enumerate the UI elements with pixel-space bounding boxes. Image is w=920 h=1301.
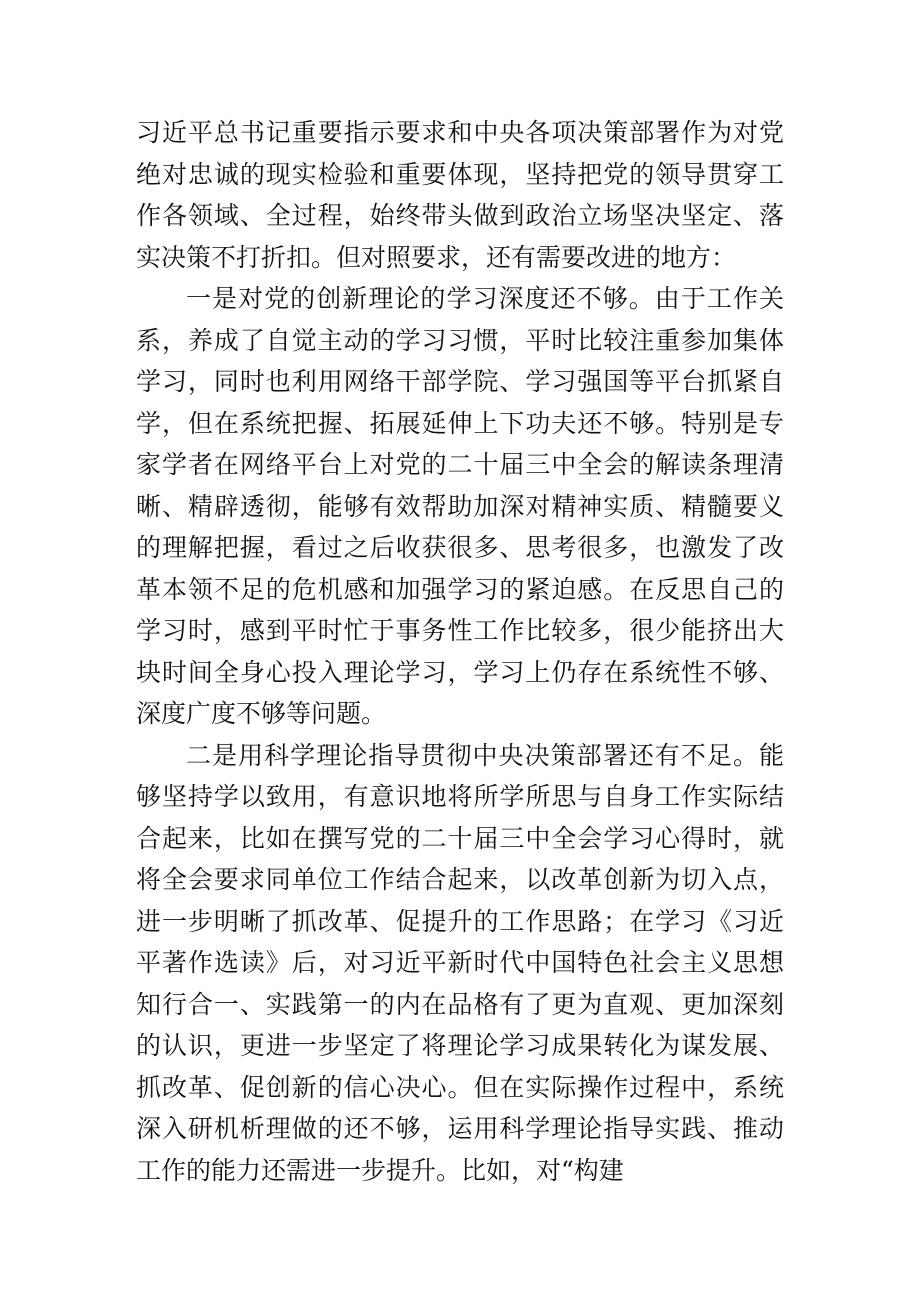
document-body: [136, 112, 784, 1191]
paragraph-theory-study: 一是对党的创新理论的学习深度还不够。由于工作关系，养成了自觉主动的学习习惯，平时比较注重参加集体学习，同时也利用网络干部学院、学习强国等平台抓紧自学，但在系统把握、拓展延伸上下功夫还不够。特别是专家学者在网络平台上对党的二十届三中全会的解读条理清晰、精辟透彻，能够有效帮助加深对精神实质、精髓要义的理解把握，看过之后收获很多、思考很多，也激发了改革本领不足的危机感和加强学习的紧迫感。在反思自己的学习时，感到平时忙于事务性工作比较多，很少能挤出大块时间全身心投入理论学习，学习上仍存在系统性不够、深度广度不够等问题。: [136, 284, 784, 728]
paragraph-continuation: 习近平总书记重要指示要求和中央各项决策部署作为对党绝对忠诚的现实检验和重要体现，坚持把党的领导贯穿工作各领域、全过程，始终带头做到政治立场坚决坚定、落实决策不打折扣。但对照要求，还有需要改进的地方：: [136, 118, 784, 272]
paragraph-theory-application: 二是用科学理论指导贯彻中央决策部署还有不足。能够坚持学以致用，有意识地将所学所思与自身工作实际结合起来，比如在撰写党的二十届三中全会学习心得时，就将全会要求同单位工作结合起来，以改革创新为切入点，进一步明晰了抓改革、促提升的工作思路；在学习《习近平著作选读》后，对习近平新时代中国特色社会主义思想知行合一、实践第一的内在品格有了更为直观、更加深刻的认识，更进一步坚定了将理论学习成果转化为谋发展、抓改革、促创新的信心决心。但在实际操作过程中，系统深入研机析理做的还不够，运用科学理论指导实践、推动工作的能力还需进一步提升。比如，对“构建: [136, 740, 784, 1185]
